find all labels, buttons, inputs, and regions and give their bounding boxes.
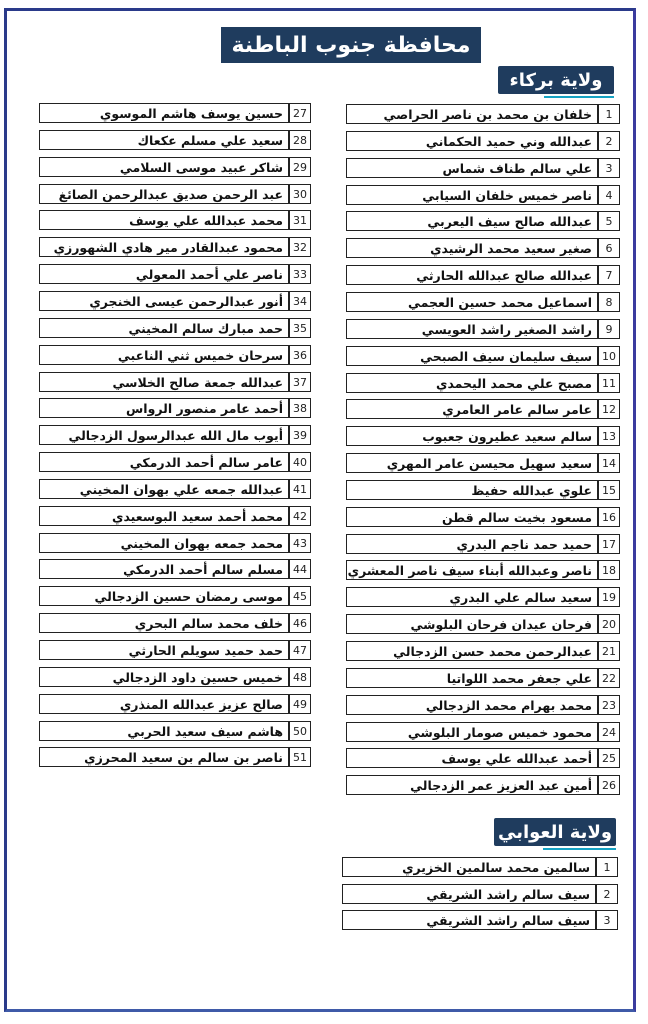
person-name: سعيد سالم علي البدري [346, 587, 598, 607]
person-name: محمد جمعه بهوان المخيني [39, 533, 289, 553]
row-number: 4 [598, 185, 620, 205]
person-name: مسلم سالم أحمد الدرمكي [39, 559, 289, 579]
row-number: 34 [289, 291, 311, 311]
row-number: 3 [598, 158, 620, 178]
list-item [39, 345, 311, 365]
person-name: ناصر وعبدالله أبناء سيف ناصر المعشري [346, 560, 598, 580]
list-item [346, 453, 620, 473]
list-item [39, 506, 311, 526]
person-name: حمد حميد سويلم الحارثي [39, 640, 289, 660]
person-name: عبدالله جمعة صالح الخلاسي [39, 372, 289, 392]
person-name: عبدالرحمن محمد حسن الزدجالي [346, 641, 598, 661]
list-item [39, 667, 311, 687]
list-item [39, 694, 311, 714]
row-number: 25 [598, 748, 620, 768]
person-name: اسماعيل محمد حسين العجمي [346, 292, 598, 312]
person-name: علي جعفر محمد اللواتيا [346, 668, 598, 688]
row-number: 41 [289, 479, 311, 499]
person-name: محمود عبدالقادر مير هادي الشهورزي [39, 237, 289, 257]
list-item [342, 857, 618, 877]
person-name: محمد أحمد سعيد البوسعيدي [39, 506, 289, 526]
list-item [342, 884, 618, 904]
list-item [39, 479, 311, 499]
row-number: 36 [289, 345, 311, 365]
row-number: 32 [289, 237, 311, 257]
list-item [346, 158, 620, 178]
list-item [346, 104, 620, 124]
row-number: 29 [289, 157, 311, 177]
person-name: عبدالله جمعه علي بهوان المخيني [39, 479, 289, 499]
row-number: 26 [598, 775, 620, 795]
list-item [346, 426, 620, 446]
row-number: 1 [598, 104, 620, 124]
person-name: فرحان عيدان فرحان البلوشي [346, 614, 598, 634]
person-name: سيف سالم راشد الشريقي [342, 910, 596, 930]
list-item [39, 559, 311, 579]
person-name: راشد الصغير راشد العويسي [346, 319, 598, 339]
row-number: 42 [289, 506, 311, 526]
list-item [346, 131, 620, 151]
row-number: 15 [598, 480, 620, 500]
list-item [346, 695, 620, 715]
row-number: 2 [596, 884, 618, 904]
person-name: صالح عزيز عبدالله المنذري [39, 694, 289, 714]
list-item [39, 640, 311, 660]
person-name: شاكر عبيد موسى السلامي [39, 157, 289, 177]
row-number: 43 [289, 533, 311, 553]
row-number: 18 [598, 560, 620, 580]
person-name: عبدالله صالح عبدالله الحارثي [346, 265, 598, 285]
list-item [346, 722, 620, 742]
row-number: 21 [598, 641, 620, 661]
person-name: محمود خميس صومار البلوشي [346, 722, 598, 742]
row-number: 13 [598, 426, 620, 446]
person-name: حمد مبارك سالم المخيني [39, 318, 289, 338]
list-item [39, 237, 311, 257]
person-name: أحمد عبدالله علي يوسف [346, 748, 598, 768]
list-item [346, 480, 620, 500]
person-name: خميس حسين داود الزدجالي [39, 667, 289, 687]
row-number: 19 [598, 587, 620, 607]
person-name: عامر سالم عامر العامري [346, 399, 598, 419]
list-item [346, 238, 620, 258]
list-item [346, 292, 620, 312]
person-name: عامر سالم أحمد الدرمكي [39, 452, 289, 472]
list-item [39, 747, 311, 767]
person-name: علوي عبدالله حفيظ [346, 480, 598, 500]
person-name: سالمين محمد سالمين الخزيري [342, 857, 596, 877]
row-number: 50 [289, 721, 311, 741]
row-number: 10 [598, 346, 620, 366]
person-name: سرحان خميس ثني الناعبي [39, 345, 289, 365]
list-item [39, 264, 311, 284]
row-number: 5 [598, 211, 620, 231]
row-number: 6 [598, 238, 620, 258]
person-name: محمد بهرام محمد الزدجالي [346, 695, 598, 715]
list-item [39, 318, 311, 338]
list-item [39, 452, 311, 472]
row-number: 30 [289, 184, 311, 204]
list-item [39, 613, 311, 633]
list-item [346, 641, 620, 661]
list-item [346, 185, 620, 205]
row-number: 3 [596, 910, 618, 930]
row-number: 9 [598, 319, 620, 339]
row-number: 45 [289, 586, 311, 606]
row-number: 51 [289, 747, 311, 767]
row-number: 16 [598, 507, 620, 527]
person-name: سالم سعيد عطيرون جعبوب [346, 426, 598, 446]
row-number: 33 [289, 264, 311, 284]
row-number: 24 [598, 722, 620, 742]
person-name: سعيد سهيل محيسن عامر المهري [346, 453, 598, 473]
row-number: 44 [289, 559, 311, 579]
list-item [39, 184, 311, 204]
row-number: 35 [289, 318, 311, 338]
person-name: حسين يوسف هاشم الموسوي [39, 103, 289, 123]
row-number: 20 [598, 614, 620, 634]
list-item [39, 533, 311, 553]
person-name: ناصر خميس خلفان السيابي [346, 185, 598, 205]
person-name: محمد عبدالله علي يوسف [39, 210, 289, 230]
row-number: 11 [598, 373, 620, 393]
row-number: 17 [598, 534, 620, 554]
list-item [346, 346, 620, 366]
person-name: علي سالم طناف شماس [346, 158, 598, 178]
row-number: 22 [598, 668, 620, 688]
person-name: مصبح علي محمد اليحمدي [346, 373, 598, 393]
row-number: 49 [289, 694, 311, 714]
list-item [346, 614, 620, 634]
list-item [39, 103, 311, 123]
list-item [346, 534, 620, 554]
person-name: عبد الرحمن صديق عبدالرحمن الصائغ [39, 184, 289, 204]
list-item [39, 157, 311, 177]
row-number: 31 [289, 210, 311, 230]
row-number: 38 [289, 398, 311, 418]
person-name: أحمد عامر منصور الرواس [39, 398, 289, 418]
person-name: أيوب مال الله عبدالرسول الزدجالي [39, 425, 289, 445]
person-name: موسى رمضان حسين الزدجالي [39, 586, 289, 606]
row-number: 40 [289, 452, 311, 472]
row-number: 23 [598, 695, 620, 715]
list-item [346, 265, 620, 285]
list-item [39, 210, 311, 230]
section-header-barka: ولاية بركاء [498, 66, 614, 94]
list-item [346, 373, 620, 393]
person-name: خلف محمد سالم البحري [39, 613, 289, 633]
person-name: ناصر بن سالم بن سعيد المحرزي [39, 747, 289, 767]
list-item [39, 372, 311, 392]
list-item [342, 910, 618, 930]
list-item [39, 130, 311, 150]
list-item [346, 587, 620, 607]
person-name: عبدالله صالح سيف اليعربي [346, 211, 598, 231]
person-name: مسعود بخيت سالم قطن [346, 507, 598, 527]
list-item [39, 425, 311, 445]
list-item [346, 748, 620, 768]
row-number: 39 [289, 425, 311, 445]
row-number: 8 [598, 292, 620, 312]
list-item [346, 775, 620, 795]
list-item [39, 586, 311, 606]
person-name: هاشم سيف سعيد الحربي [39, 721, 289, 741]
row-number: 37 [289, 372, 311, 392]
person-name: خلفان بن محمد بن ناصر الحراصي [346, 104, 598, 124]
row-number: 14 [598, 453, 620, 473]
list-item [346, 211, 620, 231]
list-item [346, 507, 620, 527]
list-item [346, 399, 620, 419]
row-number: 46 [289, 613, 311, 633]
person-name: أنور عبدالرحمن عيسى الخنجري [39, 291, 289, 311]
page-title: محافظة جنوب الباطنة [221, 27, 481, 63]
row-number: 2 [598, 131, 620, 151]
row-number: 12 [598, 399, 620, 419]
person-name: سعيد علي مسلم عكعاك [39, 130, 289, 150]
person-name: سيف سالم راشد الشريقي [342, 884, 596, 904]
person-name: حميد حمد ناجم البدري [346, 534, 598, 554]
person-name: عبدالله وني حميد الحكماني [346, 131, 598, 151]
person-name: سيف سليمان سيف الصبحي [346, 346, 598, 366]
row-number: 28 [289, 130, 311, 150]
list-item [39, 291, 311, 311]
list-item [39, 721, 311, 741]
row-number: 1 [596, 857, 618, 877]
row-number: 7 [598, 265, 620, 285]
section-header-awabi: ولاية العوابي [494, 818, 616, 846]
person-name: أمين عبد العزيز عمر الزدجالي [346, 775, 598, 795]
list-item [346, 668, 620, 688]
row-number: 47 [289, 640, 311, 660]
list-item [346, 560, 620, 580]
person-name: صغير سعيد محمد الرشيدي [346, 238, 598, 258]
row-number: 27 [289, 103, 311, 123]
list-item [39, 398, 311, 418]
person-name: ناصر علي أحمد المعولي [39, 264, 289, 284]
list-item [346, 319, 620, 339]
row-number: 48 [289, 667, 311, 687]
